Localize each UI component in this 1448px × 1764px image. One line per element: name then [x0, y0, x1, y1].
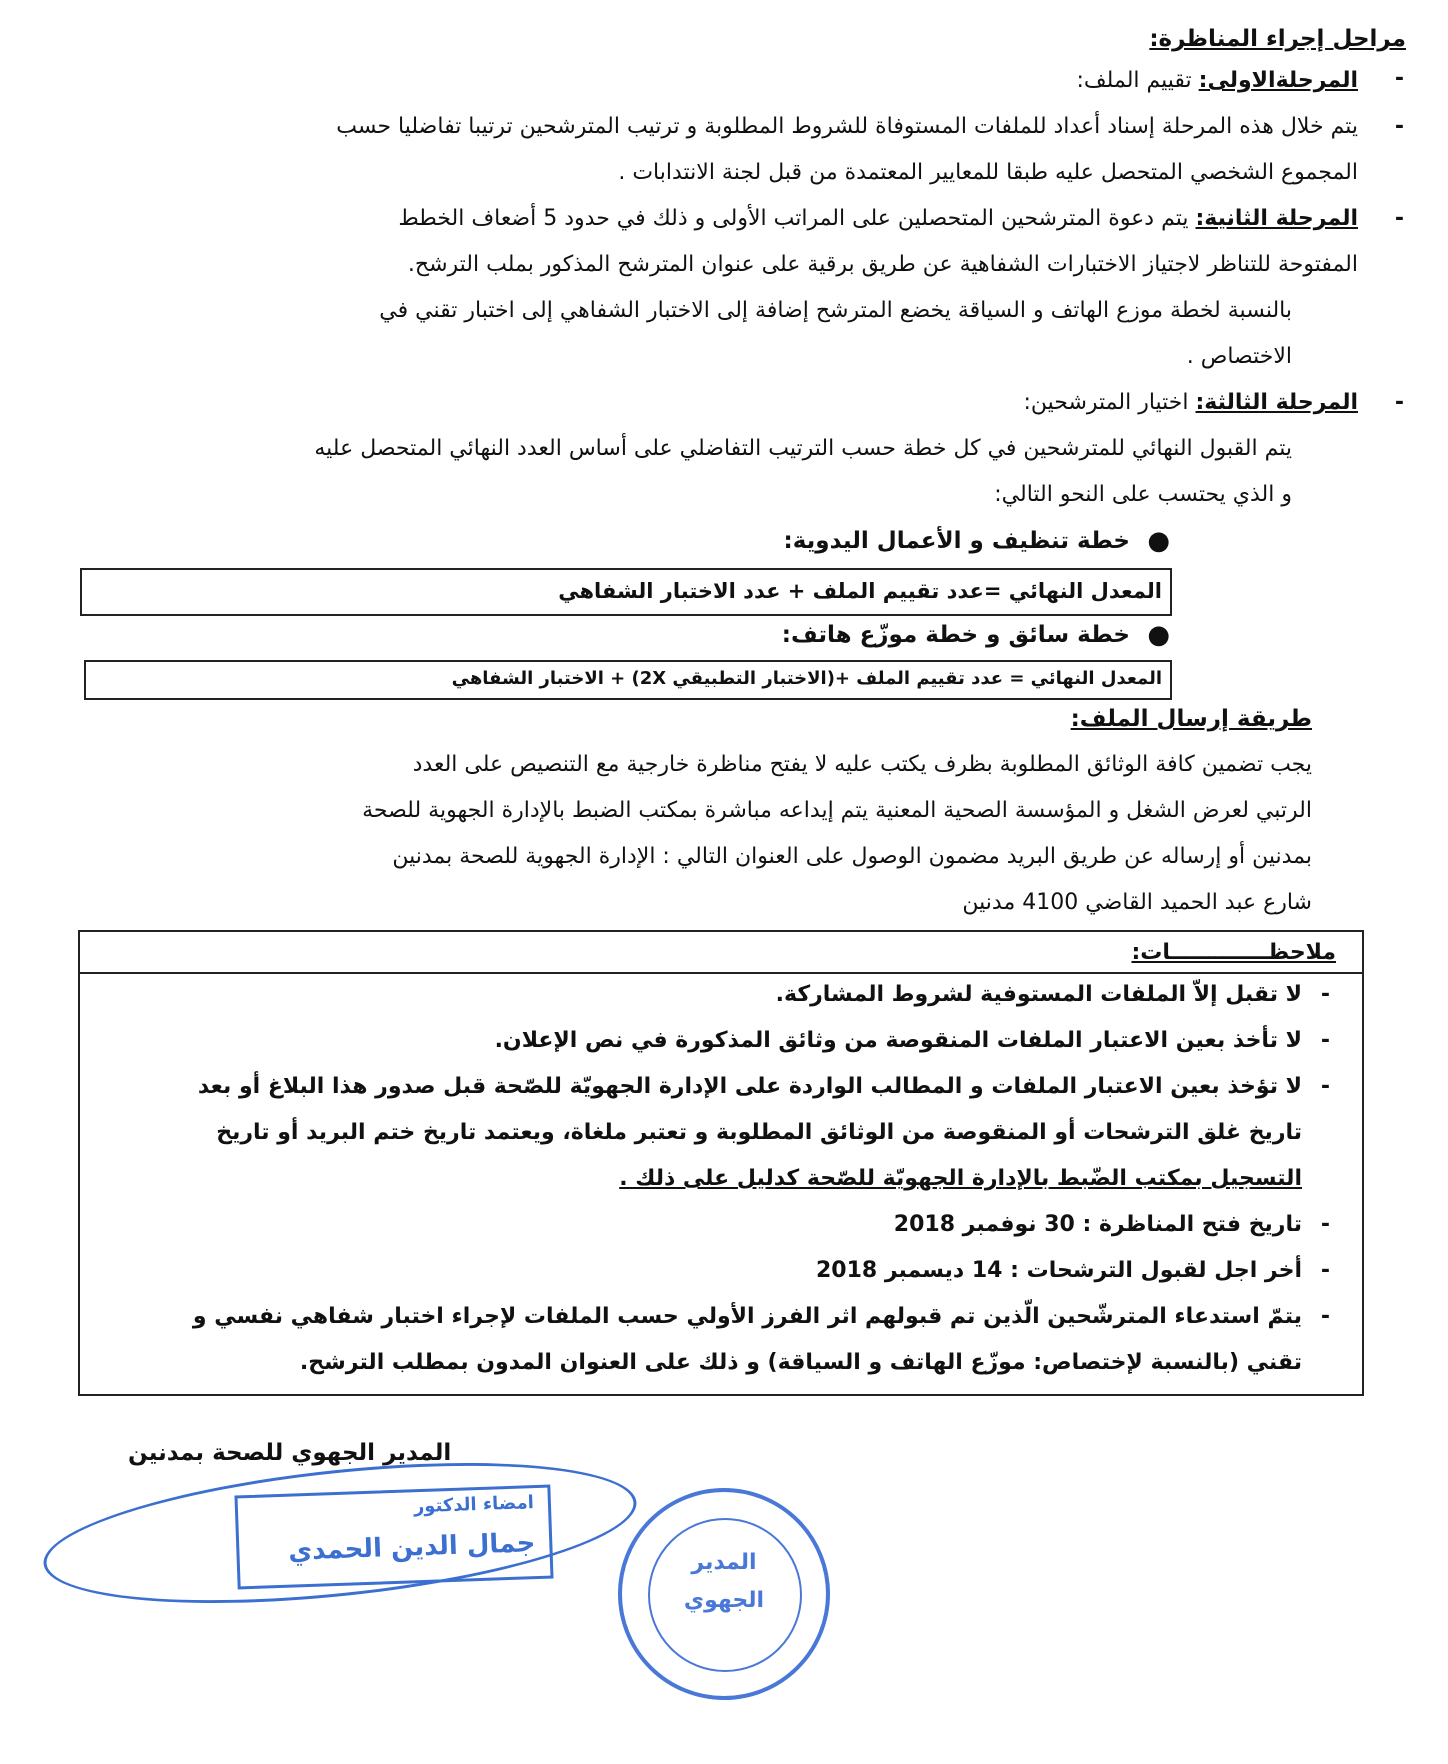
- bullet-icon: ●: [1147, 526, 1170, 556]
- dash-marker: -: [1394, 114, 1404, 139]
- stage1-para-line1: يتم خلال هذه المرحلة إسناد أعداد للملفات المستوفاة للشروط المطلوبة و ترتيب المترشحين ترتيبا تفاضليا حسب: [336, 114, 1358, 139]
- dash-marker: -: [1394, 206, 1404, 231]
- stage1-para-line2: المجموع الشخصي المتحصل عليه طبقا للمعايير المعتمدة من قبل لجنة الانتدابات .: [618, 160, 1358, 185]
- note-5: أخر اجل لقبول الترشحات : 14 ديسمبر 2018: [815, 1258, 1302, 1283]
- stage3-text: اختيار المترشحين:: [1023, 390, 1196, 415]
- stage2-line1: [398, 204, 1358, 234]
- stage2-line2: المفتوحة للتناظر لاجتياز الاختبارات الشفاهية عن طريق برقية على عنوان المترشح المذكور بملب الترشح.: [407, 252, 1358, 277]
- dash-marker: -: [1320, 1304, 1330, 1329]
- stage3-para-line2: و الذي يحتسب على النحو التالي:: [994, 482, 1292, 507]
- sending-line1: يجب تضمين كافة الوثائق المطلوبة بظرف يكتب عليه لا يفتح مناظرة خارجية مع التنصيص على العدد: [412, 752, 1312, 777]
- plan2-title: خطة سائق و خطة موزّع هاتف:: [781, 622, 1130, 648]
- stage2-line4: الاختصاص .: [1186, 344, 1292, 369]
- signature-stamp-line2: جمال الدين الحمدي: [287, 1528, 536, 1567]
- sending-line2: الرتبي لعرض الشغل و المؤسسة الصحية المعنية يتم إيداعه مباشرة بمكتب الضبط بالإدارة الجهوية للصحة: [362, 798, 1312, 823]
- dash-marker: -: [1320, 1074, 1330, 1099]
- stage2-label: المرحلة الثانية:: [1195, 206, 1358, 231]
- note-1: لا تقبل إلاّ الملفات المستوفية لشروط المشاركة.: [775, 982, 1302, 1007]
- official-round-stamp: [618, 1488, 830, 1700]
- plan1-formula: المعدل النهائي =عدد تقييم الملف + عدد الاختبار الشفاهي: [558, 579, 1162, 603]
- note-3-line1: لا تؤخذ بعين الاعتبار الملفات و المطالب الواردة على الإدارة الجهويّة للصّحة قبل صدور هذا البلاغ أو بعد: [197, 1074, 1302, 1099]
- note-6-line1: يتمّ استدعاء المترشّحين الّذين تم قبولهم اثر الفرز الأولي حسب الملفات لإجراء اختبار شفاهي نفسي و: [192, 1304, 1302, 1329]
- dash-marker: -: [1320, 1212, 1330, 1237]
- note-3-line3: التسجيل بمكتب الضّبط بالإدارة الجهويّة للصّحة كدليل على ذلك .: [619, 1166, 1302, 1191]
- note-2: لا تأخذ بعين الاعتبار الملفات المنقوصة من وثائق المذكورة في نص الإعلان.: [494, 1028, 1302, 1053]
- round-stamp-line2: الجهوي: [683, 1588, 765, 1613]
- sending-title: طريقة إرسال الملف:: [1070, 706, 1312, 732]
- dash-marker: -: [1320, 1028, 1330, 1053]
- signature-stamp-line1: امضاء الدكتور: [413, 1492, 535, 1518]
- dash-marker: -: [1394, 66, 1404, 91]
- stage3-label: المرحلة الثالثة:: [1195, 390, 1358, 415]
- stage3-line: [1023, 388, 1358, 418]
- signature-title: المدير الجهوي للصحة بمدنين: [128, 1440, 452, 1466]
- stage1-line: [1077, 66, 1359, 96]
- plan1-title: خطة تنظيف و الأعمال اليدوية:: [783, 528, 1130, 554]
- stage2-text: يتم دعوة المترشحين المتحصلين على المراتب الأولى و ذلك في حدود 5 أضعاف الخطط: [398, 206, 1196, 231]
- stage3-para-line1: يتم القبول النهائي للمترشحين في كل خطة حسب الترتيب التفاضلي على أساس العدد النهائي المتحصل عليه: [314, 436, 1292, 461]
- dash-marker: -: [1320, 982, 1330, 1007]
- notes-header-divider: [78, 972, 1362, 974]
- plan2-formula: المعدل النهائي = عدد تقييم الملف +(الاختبار التطبيقي 2X) + الاختبار الشفاهي: [451, 668, 1162, 689]
- round-stamp-line1: المدير: [691, 1550, 757, 1575]
- bullet-icon: ●: [1147, 620, 1170, 650]
- stage1-label: المرحلةالاولى:: [1198, 68, 1358, 93]
- sending-line3: بمدنين أو إرساله عن طريق البريد مضمون الوصول على العنوان التالي : الإدارة الجهوية للصحة بمدنين: [392, 844, 1312, 869]
- note-6-line2: تقني (بالنسبة لإختصاص: موزّع الهاتف و السياقة) و ذلك على العنوان المدون بمطلب الترشح.: [299, 1350, 1302, 1375]
- sending-line4: شارع عبد الحميد القاضي 4100 مدنين: [962, 890, 1312, 915]
- note-3-line2: تاريخ غلق الترشحات أو المنقوصة من الوثائق المطلوبة و تعتبر ملغاة، ويعتمد تاريخ ختم البريد أو تاريخ: [216, 1120, 1302, 1145]
- signature-stamp: [234, 1485, 553, 1590]
- dash-marker: -: [1394, 390, 1404, 415]
- dash-marker: -: [1320, 1258, 1330, 1283]
- note-4: تاريخ فتح المناظرة : 30 نوفمبر 2018: [893, 1212, 1302, 1237]
- stage2-line3: بالنسبة لخطة موزع الهاتف و السياقة يخضع المترشح إضافة إلى الاختبار الشفاهي إلى اختبار تقني في: [379, 298, 1292, 323]
- page-title: مراحل إجراء المناظرة:: [1149, 26, 1406, 52]
- stage1-text: تقييم الملف:: [1076, 68, 1199, 93]
- notes-title: ملاحظـــــــــــــات:: [1131, 940, 1336, 965]
